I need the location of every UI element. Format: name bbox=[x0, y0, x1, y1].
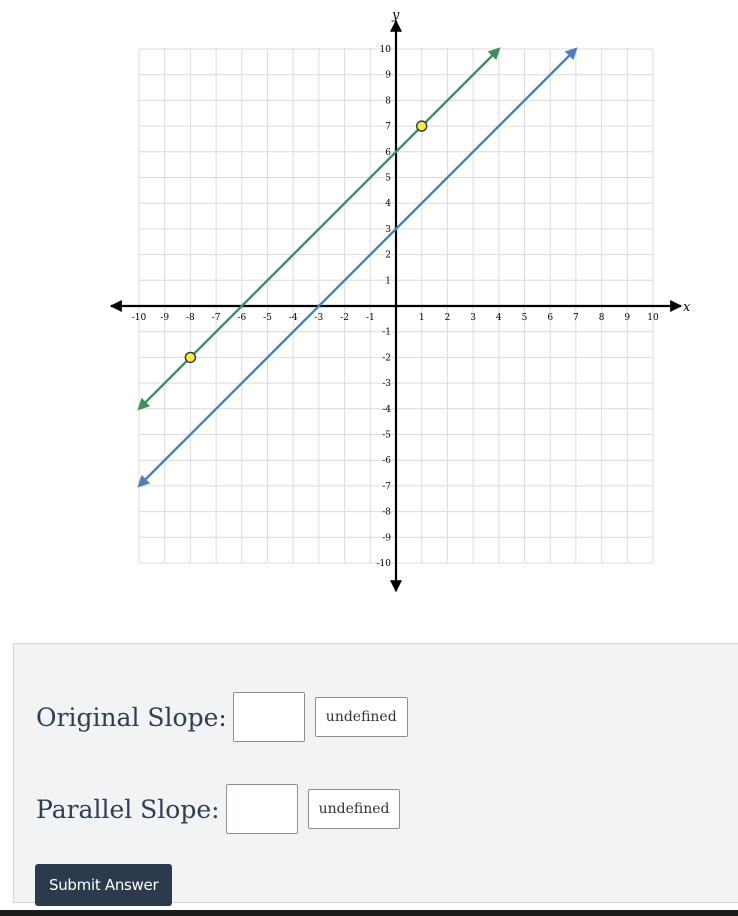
x-tick-label: -1 bbox=[365, 313, 375, 323]
y-tick-label: -3 bbox=[382, 379, 391, 390]
original-undefined-button[interactable]: undefined bbox=[315, 697, 408, 737]
x-tick-label: 4 bbox=[495, 313, 502, 323]
submit-answer-button[interactable]: Submit Answer bbox=[35, 864, 172, 906]
x-tick-label: -3 bbox=[314, 313, 324, 323]
y-tick-label: 2 bbox=[385, 250, 391, 261]
y-tick-label: 1 bbox=[385, 276, 391, 287]
y-tick-label: -9 bbox=[382, 533, 391, 544]
x-tick-label: -7 bbox=[211, 313, 221, 323]
y-tick-label: 4 bbox=[385, 199, 391, 210]
x-tick-label: 7 bbox=[573, 313, 579, 323]
graph-line-1 bbox=[139, 49, 576, 486]
y-tick-label: -1 bbox=[382, 327, 391, 338]
y-tick-label: 7 bbox=[385, 122, 391, 133]
y-tick-label: 10 bbox=[379, 45, 391, 55]
y-tick-label: 6 bbox=[385, 147, 391, 158]
y-tick-label: -4 bbox=[382, 404, 391, 415]
answer-panel bbox=[13, 643, 738, 903]
x-tick-label: -4 bbox=[288, 313, 298, 323]
axes bbox=[111, 8, 691, 591]
original-slope-input[interactable] bbox=[233, 692, 305, 742]
x-tick-label: -5 bbox=[263, 313, 272, 323]
y-tick-label: 5 bbox=[385, 173, 391, 184]
parallel-slope-input[interactable] bbox=[226, 784, 298, 834]
graph-lines bbox=[139, 49, 576, 486]
y-tick-label: -2 bbox=[382, 353, 391, 364]
draggable-point-1[interactable] bbox=[417, 121, 427, 131]
original-slope-row bbox=[36, 692, 408, 742]
y-tick-label: 9 bbox=[385, 70, 391, 81]
x-tick-label: -2 bbox=[340, 313, 349, 323]
y-tick-label: 3 bbox=[385, 224, 391, 235]
parallel-slope-label: Parallel Slope: bbox=[36, 794, 220, 824]
x-tick-label: 9 bbox=[624, 313, 631, 323]
x-tick-label: 10 bbox=[647, 313, 659, 323]
x-tick-label: 5 bbox=[521, 313, 528, 323]
y-tick-label: -5 bbox=[382, 430, 391, 441]
x-tick-label: 8 bbox=[598, 313, 605, 323]
draggable-point-0[interactable] bbox=[185, 352, 195, 362]
y-tick-label: -8 bbox=[382, 507, 391, 518]
bottom-bar bbox=[0, 910, 738, 916]
x-tick-label: 2 bbox=[444, 313, 451, 323]
x-tick-label: -8 bbox=[186, 313, 195, 323]
y-tick-label: -7 bbox=[382, 481, 391, 492]
y-axis-label: y bbox=[392, 8, 400, 23]
x-tick-label: 1 bbox=[418, 313, 425, 323]
original-slope-label: Original Slope: bbox=[36, 702, 227, 732]
y-tick-label: -6 bbox=[382, 456, 391, 467]
x-tick-label: -6 bbox=[237, 313, 247, 323]
x-tick-label: -9 bbox=[160, 313, 170, 323]
x-tick-label: -10 bbox=[131, 313, 147, 323]
x-tick-label: 6 bbox=[547, 313, 554, 323]
parallel-undefined-button[interactable]: undefined bbox=[308, 789, 401, 829]
x-tick-label: 3 bbox=[470, 313, 476, 323]
y-tick-label: -10 bbox=[376, 559, 391, 569]
x-axis-label: x bbox=[683, 300, 691, 315]
parallel-slope-row bbox=[36, 784, 400, 834]
y-tick-label: 8 bbox=[385, 96, 391, 107]
